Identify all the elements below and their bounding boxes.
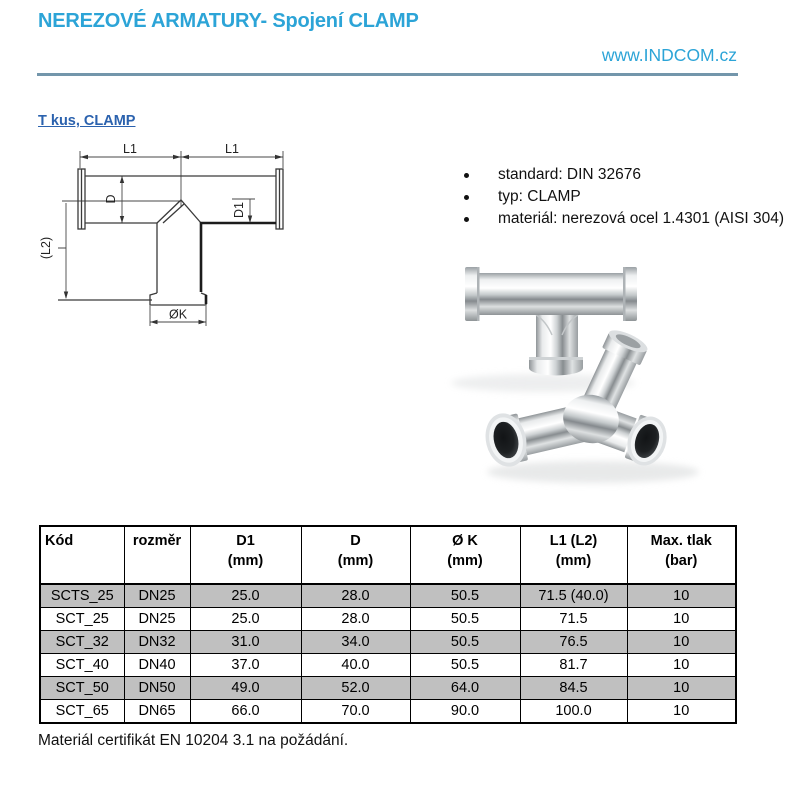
thick-contour [201,223,276,292]
col-header-l1: L1 (L2) (mm) [520,526,627,584]
spec-item-material: materiál: nerezová ocel 1.4301 (AISI 304) [458,208,784,230]
table-row: SCT_65 DN65 66.0 70.0 90.0 100.0 10 [40,700,736,724]
dimension-table [39,525,737,724]
table-header-row [40,526,736,584]
l2-dimension-line [58,203,66,298]
bottom-ferrule [150,293,206,305]
col-header-ok: Ø K (mm) [410,526,520,584]
website-link[interactable]: www.INDCOM.cz [601,45,737,65]
dimension-arrows [64,155,283,324]
page-title: NEREZOVÉ ARMATURY- Spojení CLAMP [38,10,419,32]
section-title-link[interactable]: T kus, CLAMP [38,113,136,129]
col-header-rozmer: rozměr [124,526,190,584]
dim-label-d: D [104,194,118,204]
dim-label-d1: D1 [232,202,246,218]
spec-item-standard: standard: DIN 32676 [458,164,784,186]
header-divider [37,73,738,76]
branch-cone [157,200,201,223]
dim-label-l1-left: L1 [123,142,137,156]
dim-label-l2: (L2) [39,236,53,260]
spec-item-typ: typ: CLAMP [458,186,784,208]
product-photo [443,243,713,493]
certificate-note: Materiál certifikát EN 10204 3.1 na požádání. [38,732,349,749]
col-header-d1: D1 (mm) [190,526,301,584]
dim-label-ok: ØK [168,307,188,322]
table-row: SCTS_25 DN25 25.0 28.0 50.5 71.5 (40.0) 10 [40,584,736,608]
technical-drawing [36,138,316,343]
spec-list [458,164,784,230]
col-header-kod: Kód [40,526,124,584]
table-row: SCT_25 DN25 25.0 28.0 50.5 71.5 10 [40,608,736,631]
col-header-d: D (mm) [301,526,410,584]
col-header-tlak: Max. tlak (bar) [627,526,736,584]
table-row: SCT_40 DN40 37.0 40.0 50.5 81.7 10 [40,654,736,677]
table-row: SCT_50 DN50 49.0 52.0 64.0 84.5 10 [40,677,736,700]
dim-label-l1-right: L1 [225,142,239,156]
table-row: SCT_32 DN32 31.0 34.0 50.5 76.5 10 [40,631,736,654]
photo-shadow-front [487,461,699,483]
